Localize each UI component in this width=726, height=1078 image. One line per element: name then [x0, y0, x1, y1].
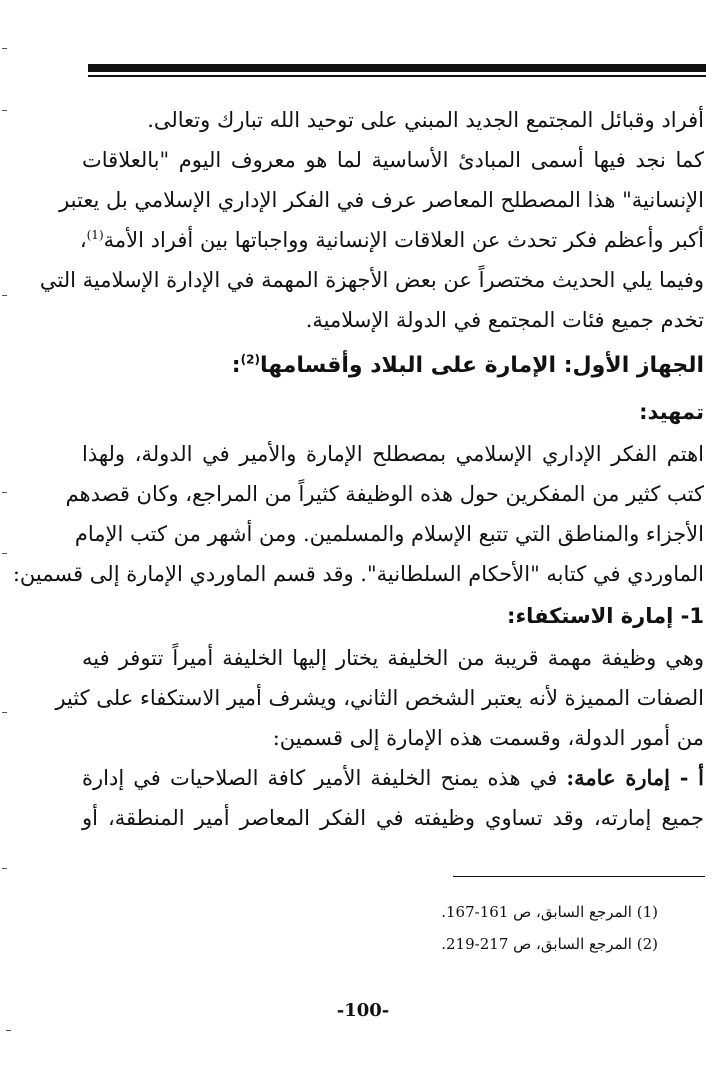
header-rule-thick — [88, 64, 706, 72]
body-line-text: أكبر وأعظم فكر تحدث عن العلاقات الإنسانية وواجباتها بين أفراد الأمة — [103, 228, 704, 252]
section-heading-text: الجهاز الأول: الإمارة على البلاد وأقسامها — [259, 353, 704, 378]
footnote-ref-2: (2) — [240, 352, 260, 367]
body-line-with-footnote — [79, 220, 704, 260]
section-line: الأجزاء والمناطق التي تتبع الإسلام والمسلمين. ومن أشهر من كتب الإمام — [74, 522, 704, 546]
body-line-punct: ، — [79, 228, 87, 252]
section-heading-punct: : — [231, 353, 241, 378]
header-rule-thin — [88, 75, 706, 77]
body-line: تخدم جميع فئات المجتمع في الدولة الإسلامية. — [305, 308, 704, 332]
footnote-2: (2) المرجع السابق، ص 217-219. — [441, 935, 658, 953]
margin-mark — [6, 1030, 11, 1031]
margin-mark — [2, 492, 7, 493]
item1-title: 1- إمارة الاستكفاء: — [507, 604, 704, 628]
margin-mark — [2, 295, 7, 296]
section-line: الماوردي في كتابه "الأحكام السلطانية". وقد قسم الماوردي الإمارة إلى قسمين: — [12, 562, 704, 586]
section-line: كتب كثير من المفكرين حول هذه الوظيفة كثيراً من المراجع، وكان قصدهم — [65, 482, 704, 506]
item1-line: من أمور الدولة، وقسمت هذه الإمارة إلى قسمين: — [272, 726, 704, 750]
footnotes — [400, 896, 658, 960]
body-line: أفراد وقبائل المجتمع الجديد المبني على توحيد الله تبارك وتعالى. — [147, 108, 704, 132]
item-a-title: أ - إمارة عامة: — [566, 765, 704, 790]
margin-mark — [2, 553, 7, 554]
page-number: -100- — [336, 1000, 390, 1021]
footnote-divider — [453, 876, 705, 877]
page-body — [12, 100, 704, 838]
section-line: اهتم الفكر الإداري الإسلامي بمصطلح الإمارة والأمير في الدولة، ولهذا — [82, 442, 704, 466]
margin-mark — [2, 712, 7, 713]
footnote-ref-1: (1) — [86, 228, 104, 242]
item-a-line: جميع إمارته، وقد تساوي وظيفته في الفكر المعاصر أمير المنطقة، أو — [82, 806, 704, 830]
item-a-text: في هذه يمنح الخليفة الأمير كافة الصلاحيات في إدارة — [82, 766, 567, 790]
body-line: الإنسانية" هذا المصطلح المعاصر عرف في الفكر الإداري الإسلامي بل يعتبر — [59, 188, 704, 212]
body-line: وفيما يلي الحديث مختصراً عن بعض الأجهزة المهمة في الإدارة الإسلامية التي — [39, 268, 704, 292]
section-heading — [82, 342, 704, 390]
subheading-intro: تمهيد: — [639, 400, 704, 424]
item1-line: وهي وظيفة مهمة قريبة من الخليفة يختار إليها الخليفة أميراً تتوفر فيه — [82, 646, 704, 670]
footnote-1: (1) المرجع السابق، ص 161-167. — [441, 903, 658, 921]
margin-mark — [2, 48, 7, 49]
body-line: كما نجد فيها أسمى المبادئ الأساسية لما هو معروف اليوم "بالعلاقات — [82, 148, 704, 172]
item1-line: الصفات المميزة لأنه يعتبر الشخص الثاني، ويشرف أمير الاستكفاء على كثير — [55, 686, 704, 710]
margin-mark — [2, 110, 7, 111]
margin-mark — [2, 868, 7, 869]
item-a-line — [82, 758, 704, 798]
